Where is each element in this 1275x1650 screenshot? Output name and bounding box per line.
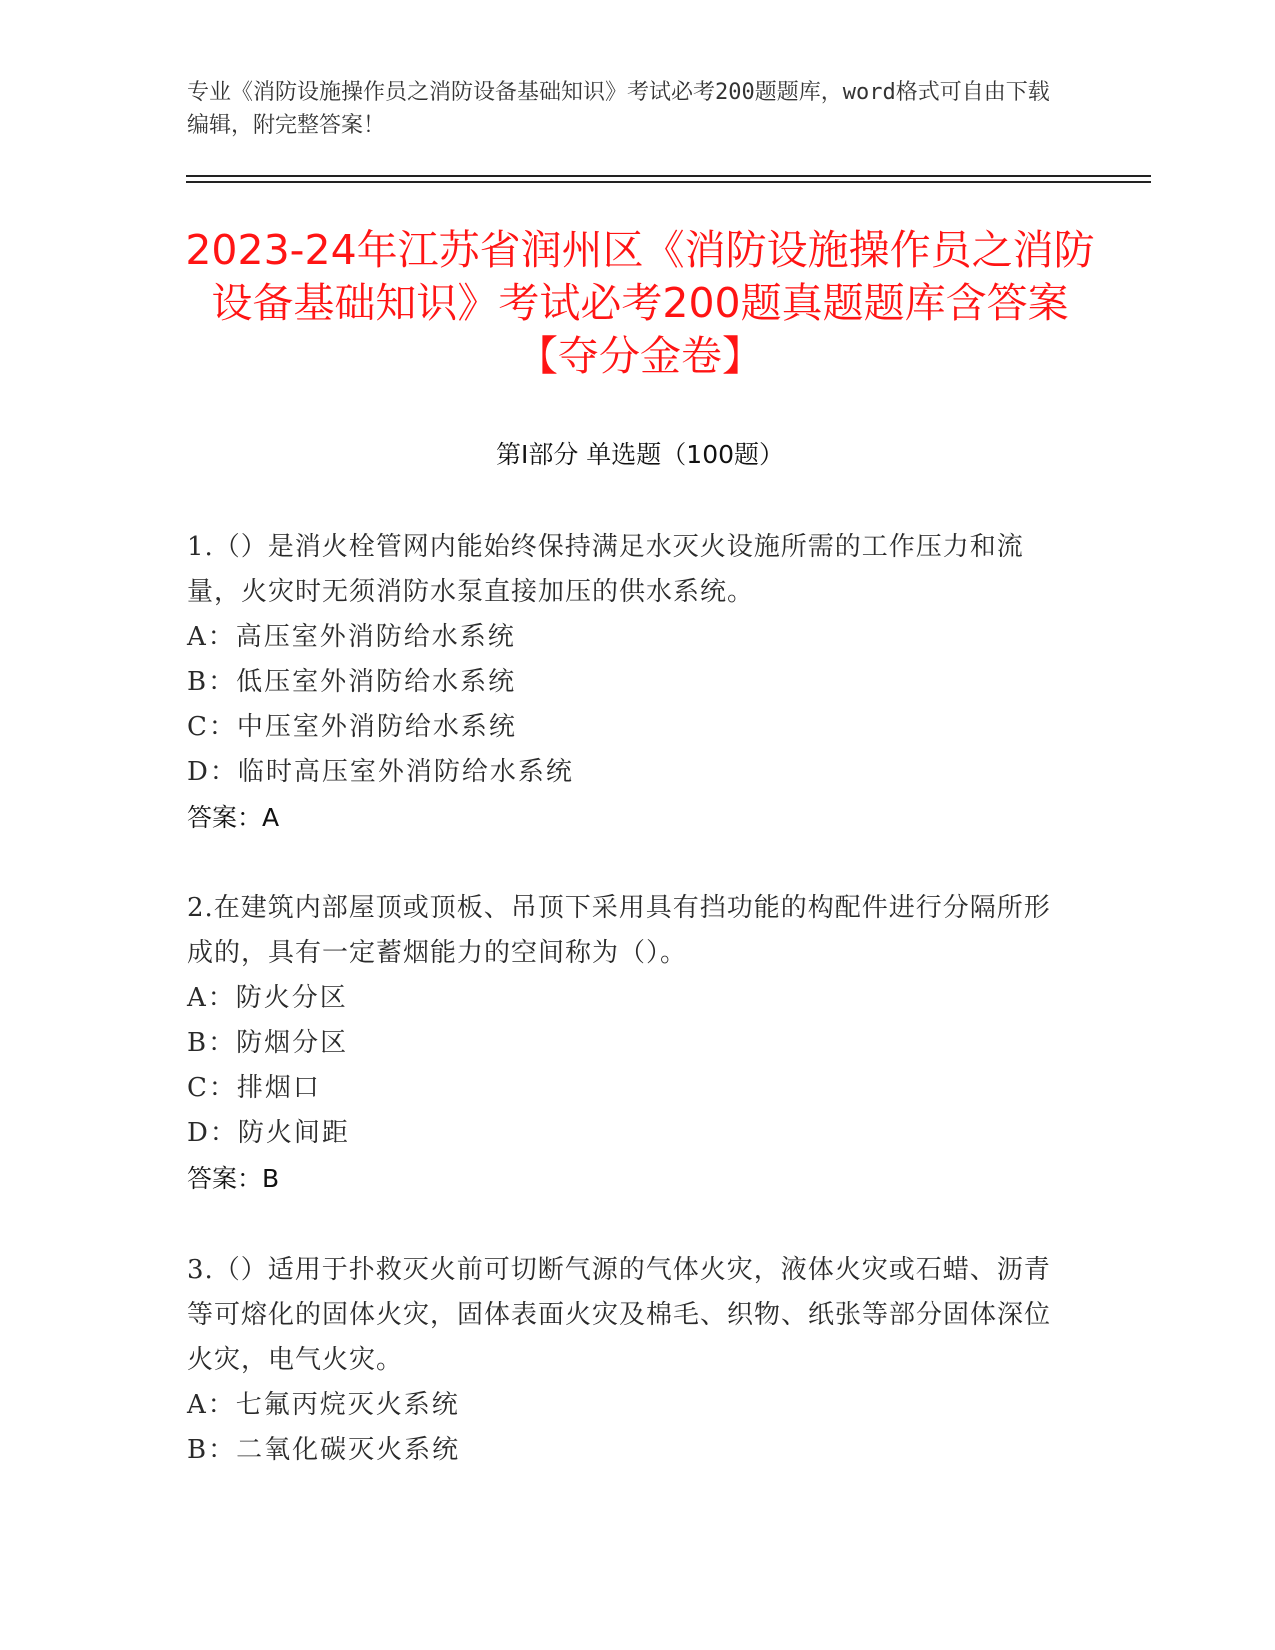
option-c: C：排烟口 xyxy=(187,1073,321,1103)
question-stem: 3.（）适用于扑救灭火前可切断气源的气体火灾，液体火灾或石蜡、沥青等可熔化的固体火灾，固体表面火灾及棉毛、织物、纸张等部分固体深位火灾，电气火灾。 xyxy=(187,1255,1052,1375)
section-heading: 第I部分 单选题（100题） xyxy=(495,440,785,469)
header-divider-bottom xyxy=(186,181,1151,183)
option-a: A：防火分区 xyxy=(187,983,348,1013)
header-note: 专业《消防设施操作员之消防设备基础知识》考试必考200题题库，word格式可自由下载编辑，附完整答案！ xyxy=(187,80,1050,138)
question-stem: 1.（）是消火栓管网内能始终保持满足水灭火设施所需的工作压力和流量，火灾时无须消防水泵直接加压的供水系统。 xyxy=(187,532,1024,607)
option-d: D：防火间距 xyxy=(187,1118,350,1148)
header-divider-top xyxy=(186,175,1151,177)
question-1 xyxy=(187,525,1067,840)
option-b: B：低压室外消防给水系统 xyxy=(187,667,517,697)
option-b: B：二氧化碳灭火系统 xyxy=(187,1435,461,1465)
answer: 答案：B xyxy=(187,1164,280,1193)
option-b: B：防烟分区 xyxy=(187,1028,349,1058)
question-stem: 2.在建筑内部屋顶或顶板、吊顶下采用具有挡功能的构配件进行分隔所形成的，具有一定蓄烟能力的空间称为（）。 xyxy=(187,893,1051,968)
question-3 xyxy=(187,1248,1067,1473)
document-title: 2023-24年江苏省润州区《消防设施操作员之消防设备基础知识》考试必考200题真题题库含答案【夺分金卷】 xyxy=(185,226,1095,380)
option-a: A：七氟丙烷灭火系统 xyxy=(187,1390,460,1420)
option-d: D：临时高压室外消防给水系统 xyxy=(187,757,574,787)
option-c: C：中压室外消防给水系统 xyxy=(187,712,517,742)
option-a: A：高压室外消防给水系统 xyxy=(187,622,516,652)
answer: 答案：A xyxy=(187,803,280,832)
question-2 xyxy=(187,886,1067,1201)
